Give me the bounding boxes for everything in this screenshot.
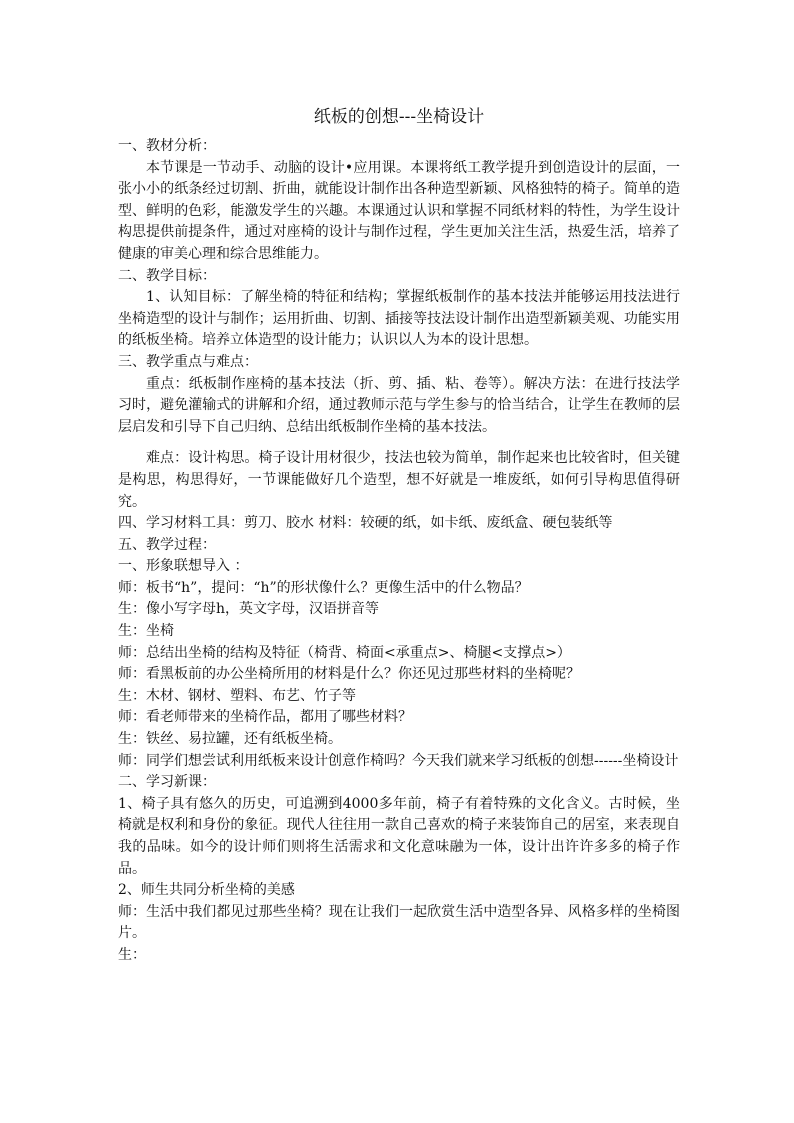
page-title: 纸板的创想---坐椅设计 [313,107,485,127]
paragraph: 生：铁丝、易拉罐，还有纸板坐椅。 [118,731,342,748]
document-page [118,106,680,967]
paragraph: 一、形象联想导入 ： [118,558,249,575]
paragraph: 1、认知目标：了解坐椅的特征和结构；掌握纸板制作的基本技法并能够运用技法进行坐椅造型的设计与制作；运用折曲、切割、插接等技法设计制作出造型新颖美观、功能实用的纸板坐椅。培养立体造型的设计能力；认识以人为本的设计思想。 [118,289,680,349]
paragraph: 五、教学过程： [118,536,216,553]
paragraph: 师：同学们想尝试利用纸板来设计创意作椅吗？今天我们就来学习纸板的创想------坐椅设计 [118,752,679,769]
paragraph: 2、师生共同分析坐椅的美感 [118,882,295,899]
paragraph: 师：总结出坐椅的结构及特征（椅背、椅面<承重点>、椅腿<支撑点>） [118,644,571,661]
paragraph: 师：生活中我们都见过那些坐椅？现在让我们一起欣赏生活中造型各异、风格多样的坐椅图片。 [118,903,680,942]
paragraph: 师：板书“h”，提问：“h”的形状像什么？更像生活中的什么物品？ [118,579,529,596]
paragraph: 生： [118,946,146,963]
paragraph: 二、学习新课： [118,774,216,791]
paragraph: 四、学习材料工具：剪刀、胶水 材料：较硬的纸，如卡纸、废纸盒、硬包装纸等 [118,515,613,532]
paragraph: 师：看黑板前的办公坐椅所用的材料是什么？你还见过那些材料的坐椅呢？ [118,666,580,683]
paragraph: 重点：纸板制作座椅的基本技法（折、剪、插、粘、卷等）。解决方法：在进行技法学习时，避免灌输式的讲解和介绍，通过教师示范与学生参与的恰当结合，让学生在教师的层层启发和引导下自己归纳、总结出纸板制作坐椅的基本技法。 [118,375,680,435]
paragraph: 本节课是一节动手、动脑的设计•应用课。本课将纸工教学提升到创造设计的层面，一张小小的纸条经过切割、折曲，就能设计制作出各种造型新颖、风格独特的椅子。简单的造型、鲜明的色彩，能激发学生的兴趣。本课通过认识和掌握不同纸材料的特性，为学生设计构思提供前提条件，通过对座椅的设计与制作过程，学生更加关注生活，热爱生活，培养了健康的审美心理和综合思维能力。 [118,159,680,262]
paragraph: 师：看老师带来的坐椅作品，都用了哪些材料？ [118,709,412,726]
paragraph: 生：木材、钢材、塑料、布艺、竹子等 [118,687,356,704]
document-body [118,136,680,967]
paragraph: 三、教学重点与难点： [118,353,258,370]
paragraph: 生：像小写字母h，英文字母，汉语拼音等 [118,601,380,618]
paragraph: 1、椅子具有悠久的历史，可追溯到4000多年前，椅子有着特殊的文化含义。古时候，坐椅就是权利和身份的象征。现代人往往用一款自己喜欢的椅子来装饰自己的居室，来表现自我的品味。如今的设计师们则将生活需求和文化意味融为一体，设计出许许多多的椅子作品。 [118,795,680,877]
paragraph: 难点：设计构思。椅子设计用材很少，技法也较为简单，制作起来也比较省时，但关键是构思，构思得好，一节课能做好几个造型，想不好就是一堆废纸，如何引导构思值得研究。 [118,450,680,510]
paragraph: 二、教学目标： [118,267,216,284]
paragraph: 一、教材分析： [118,138,216,154]
paragraph: 生：坐椅 [118,623,174,640]
